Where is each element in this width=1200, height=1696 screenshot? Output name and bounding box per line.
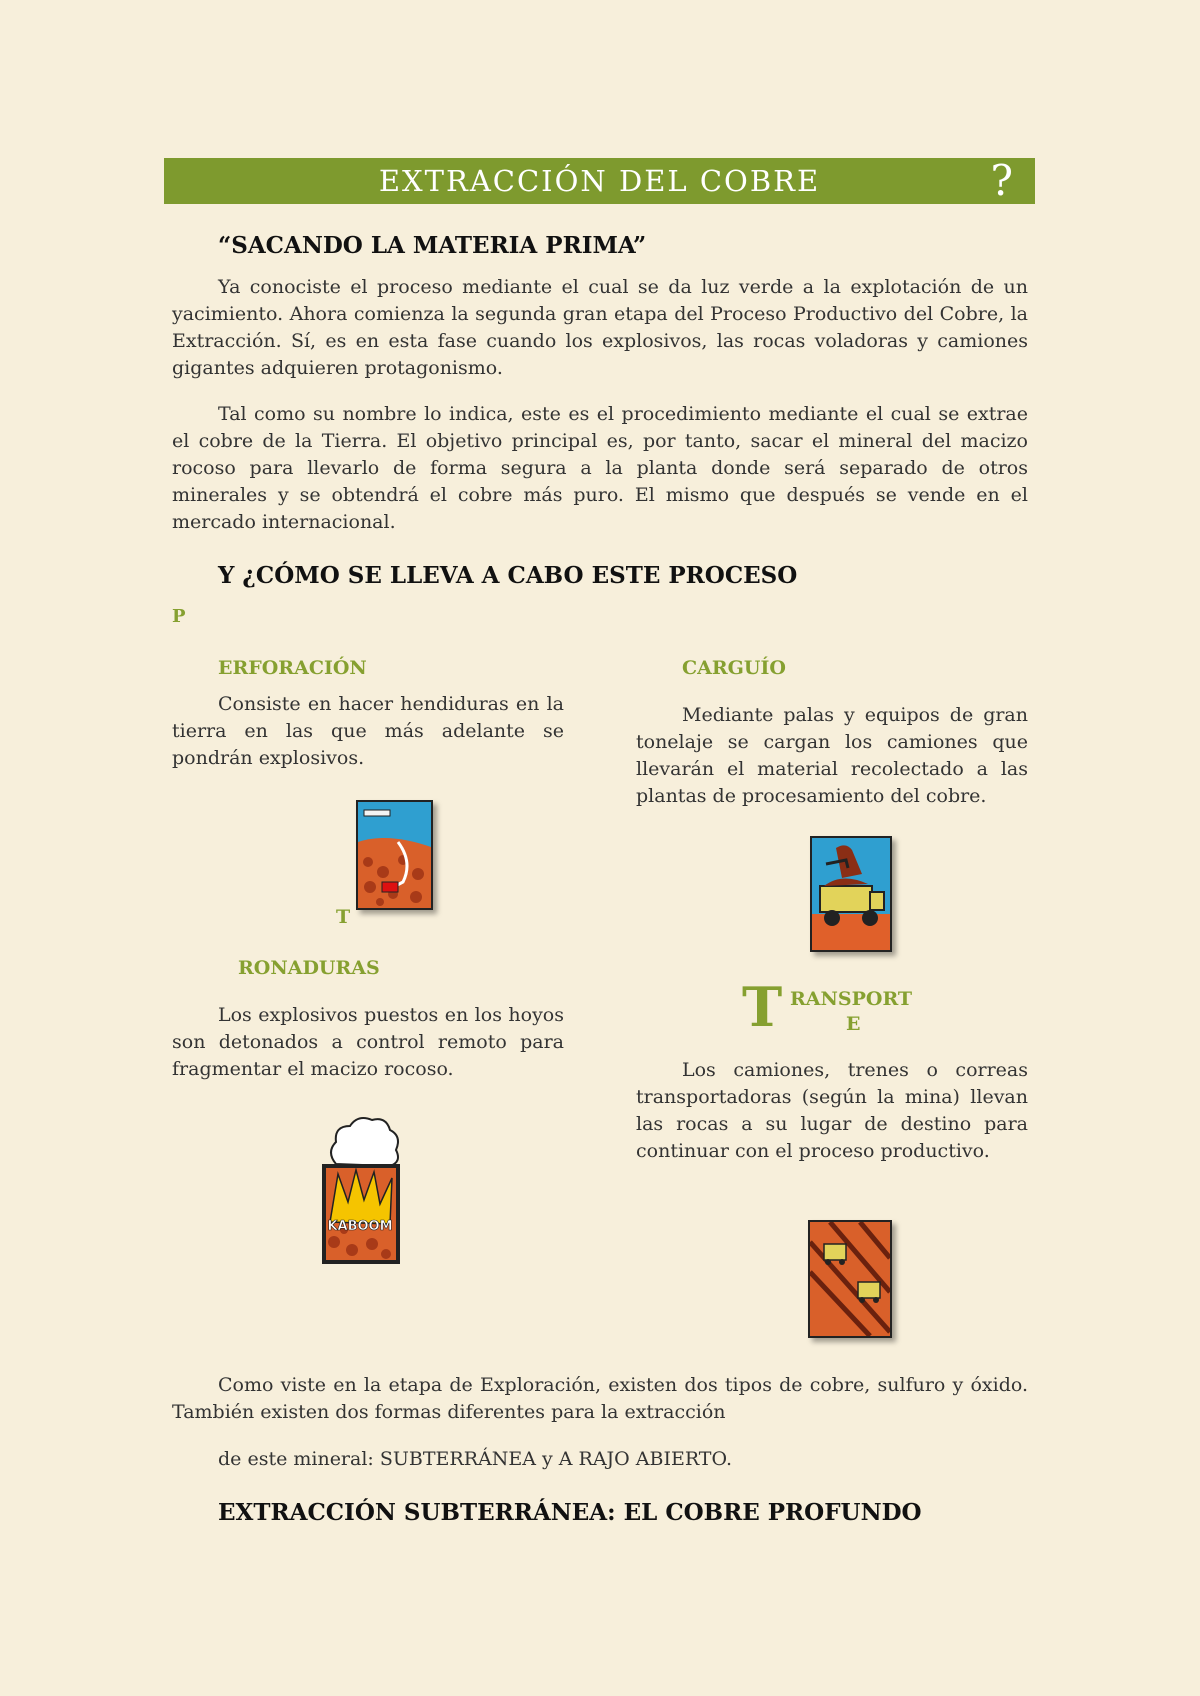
section-heading-subterranea: EXTRACCIÓN SUBTERRÁNEA: EL COBRE PROFUNDO xyxy=(218,1499,922,1526)
explosion-illustration-icon xyxy=(320,1112,403,1268)
loader-truck-illustration-icon xyxy=(810,836,892,952)
tronaduras-title: RONADURAS xyxy=(238,957,380,979)
transporte-title-end: E xyxy=(846,1013,861,1035)
perforacion-title: ERFORACIÓN xyxy=(218,657,367,679)
carguio-text: Mediante palas y equipos de gran tonelaje se cargan los camiones que llevarán el material recolectado a las plantas de procesamiento del cobre. xyxy=(636,704,1028,807)
drop-letter-t-transporte: T xyxy=(742,975,783,1039)
haul-trucks-illustration-icon xyxy=(808,1220,892,1338)
perforacion-text: Consiste en hacer hendiduras en la tierra en las que más adelante se pondrán explosivos. xyxy=(172,693,564,769)
question-mark-icon: ? xyxy=(990,156,1013,205)
page-title: EXTRACCIÓN DEL COBRE xyxy=(378,164,821,198)
section-heading-materia-prima: “SACANDO LA MATERIA PRIMA” xyxy=(218,232,647,259)
intro-paragraph-1: Ya conociste el proceso mediante el cual se da luz verde a la explotación de un yacimiento. Ahora comienza la segunda gran etapa del Proceso Productivo del Cobre, la Extracción. Sí, es en esta fase cuando los explosivos, las rocas voladoras y camiones gigantes adquieren protagonismo. xyxy=(172,276,1028,379)
closing-paragraph: Como viste en la etapa de Exploración, existen dos tipos de cobre, sulfuro y óxido. También existen dos formas diferentes para la extracción xyxy=(172,1374,1028,1423)
closing-paragraph-continued: de este mineral: SUBTERRÁNEA y A RAJO ABIERTO. xyxy=(218,1448,732,1470)
section-heading-proceso: Y ¿CÓMO SE LLEVA A CABO ESTE PROCESO xyxy=(218,562,798,589)
drop-letter-p: P xyxy=(172,606,186,627)
tronaduras-text: Los explosivos puestos en los hoyos son detonados a control remoto para fragmentar el macizo rocoso. xyxy=(172,1004,564,1080)
drop-letter-t-tronaduras: T xyxy=(336,906,351,928)
transporte-title: RANSPORT xyxy=(790,988,913,1010)
carguio-title: CARGUÍO xyxy=(682,657,786,679)
drill-illustration-icon xyxy=(356,800,433,910)
intro-paragraph-2: Tal como su nombre lo indica, este es el procedimiento mediante el cual se extrae el cobre de la Tierra. El objetivo principal es, por tanto, sacar el mineral del macizo rocoso para llevarlo de forma segura a la planta donde será separado de otros minerales y se obtendrá el cobre más puro. El mismo que después se vende en el mercado internacional. xyxy=(172,403,1028,533)
kaboom-label: KABOOM xyxy=(327,1219,393,1234)
title-banner xyxy=(164,158,1035,204)
transporte-text: Los camiones, trenes o correas transportadoras (según la mina) llevan las rocas a su lugar de destino para continuar con el proceso productivo. xyxy=(636,1059,1028,1162)
